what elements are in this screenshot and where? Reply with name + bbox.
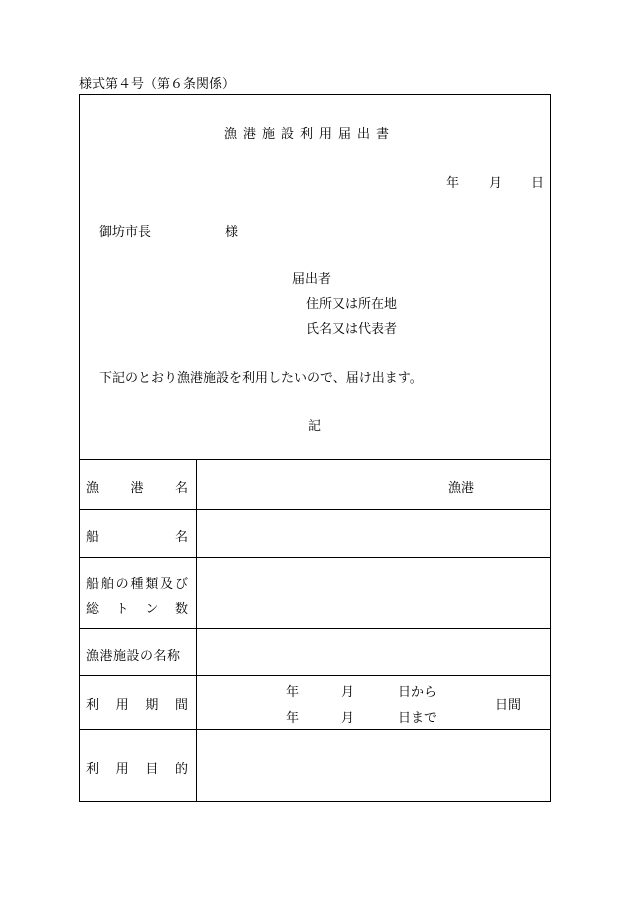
addressee-honorific: 様 xyxy=(225,225,239,240)
statement: 下記のとおり漁港施設を利用したいので、届け出ます。 xyxy=(99,371,423,386)
row-divider xyxy=(79,557,551,558)
applicant-heading: 届出者 xyxy=(292,272,332,287)
form-title: 漁港施設利用届出書 xyxy=(224,127,396,142)
date-month: 月 xyxy=(489,176,503,191)
purpose-label: 利 用 目 的 xyxy=(86,762,188,777)
column-divider xyxy=(196,459,197,802)
period-to-year: 年 xyxy=(286,711,300,726)
table-top-border xyxy=(79,459,551,460)
row-divider xyxy=(79,628,551,629)
date-day: 日 xyxy=(531,176,545,191)
period-days: 日間 xyxy=(495,698,522,713)
ki-mark: 記 xyxy=(308,419,322,434)
ship-type-label-line2: 総 ト ン 数 xyxy=(86,602,188,617)
ship-type-label-line1: 船 舶 の 種 類 及 び xyxy=(86,577,188,592)
date-year: 年 xyxy=(446,176,460,191)
ship-name-label: 船 名 xyxy=(86,530,188,545)
applicant-name-label: 氏名又は代表者 xyxy=(306,322,398,337)
port-name-label: 漁 港 名 xyxy=(86,481,188,496)
row-divider xyxy=(79,675,551,676)
period-label: 利 用 期 間 xyxy=(86,698,188,713)
period-to-month: 月 xyxy=(341,711,355,726)
facility-name-label: 漁港施設の名称 xyxy=(86,649,181,664)
port-name-suffix: 漁港 xyxy=(448,481,475,496)
period-to-day: 日まで xyxy=(398,711,438,726)
addressee-name: 御坊市長 xyxy=(99,225,152,240)
applicant-address-label: 住所又は所在地 xyxy=(306,297,398,312)
row-divider xyxy=(79,729,551,730)
period-from-year: 年 xyxy=(286,685,300,700)
period-from-month: 月 xyxy=(341,685,355,700)
form-number: 様式第４号（第６条関係） xyxy=(79,77,236,92)
row-divider xyxy=(79,509,551,510)
period-from-day: 日から xyxy=(398,685,438,700)
